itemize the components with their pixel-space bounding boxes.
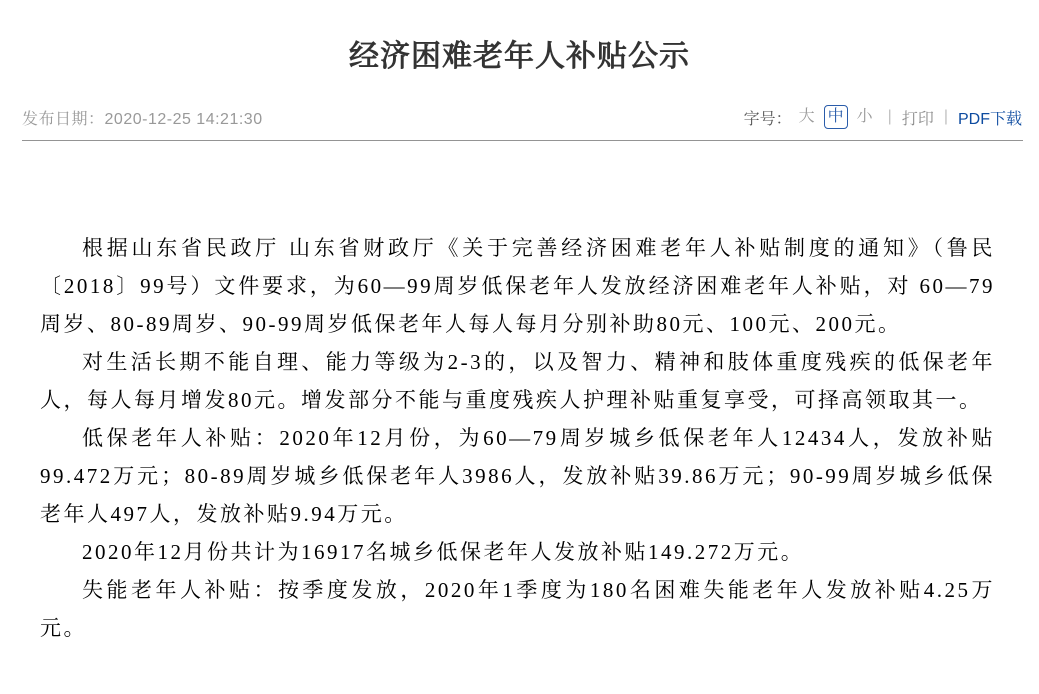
publish-date [22,106,263,129]
article-paragraph: 低保老年人补贴：2020年12月份，为60—79周岁城乡低保老年人12434人，发放补贴99.472万元；80-89周岁城乡低保老年人3986人，发放补贴39.86万元；90-99周岁城乡低保老年人497人，发放补贴9.94万元。 [40,426,995,526]
notice-page [0,40,1039,694]
font-print-toolbar [744,105,1022,129]
meta-row [22,105,1022,129]
article-paragraph: 2020年12月份共计为16917名城乡低保老年人发放补贴149.272万元。 [82,540,805,564]
article-body [40,229,995,647]
font-size-medium-button[interactable]: 中 [824,105,848,129]
article-paragraph: 根据山东省民政厅 山东省财政厅《关于完善经济困难老年人补贴制度的通知》（鲁民〔2018〕99号）文件要求，为60—99周岁低保老年人发放经济困难老年人补贴，对 60—79周岁、80-89周岁、90-99周岁低保老年人每人每月分别补助80元、100元、200元。 [40,236,995,336]
toolbar-separator: | [943,108,948,125]
header-divider-line [22,140,1023,141]
article-paragraph: 对生活长期不能自理、能力等级为2-3的，以及智力、精神和肢体重度残疾的低保老年人，每人每月增发80元。增发部分不能与重度残疾人护理补贴重复享受，可择高领取其一。 [40,350,995,412]
font-size-small-button[interactable]: 小 [856,108,873,125]
toolbar-separator: | [887,108,892,125]
page-title: 经济困难老年人补贴公示 [349,40,690,73]
font-size-large-button[interactable]: 大 [798,108,815,125]
article-paragraph: 失能老年人补贴：按季度发放，2020年1季度为180名困难失能老年人发放补贴4.25万元。 [40,578,995,640]
font-size-label: 字号： [743,110,792,128]
publish-date-label: 发布日期： [22,110,105,128]
publish-date-value: 2020-12-25 14:21:30 [104,110,263,128]
pdf-download-link[interactable]: PDF下载 [957,110,1022,128]
print-button[interactable]: 打印 [901,110,934,128]
